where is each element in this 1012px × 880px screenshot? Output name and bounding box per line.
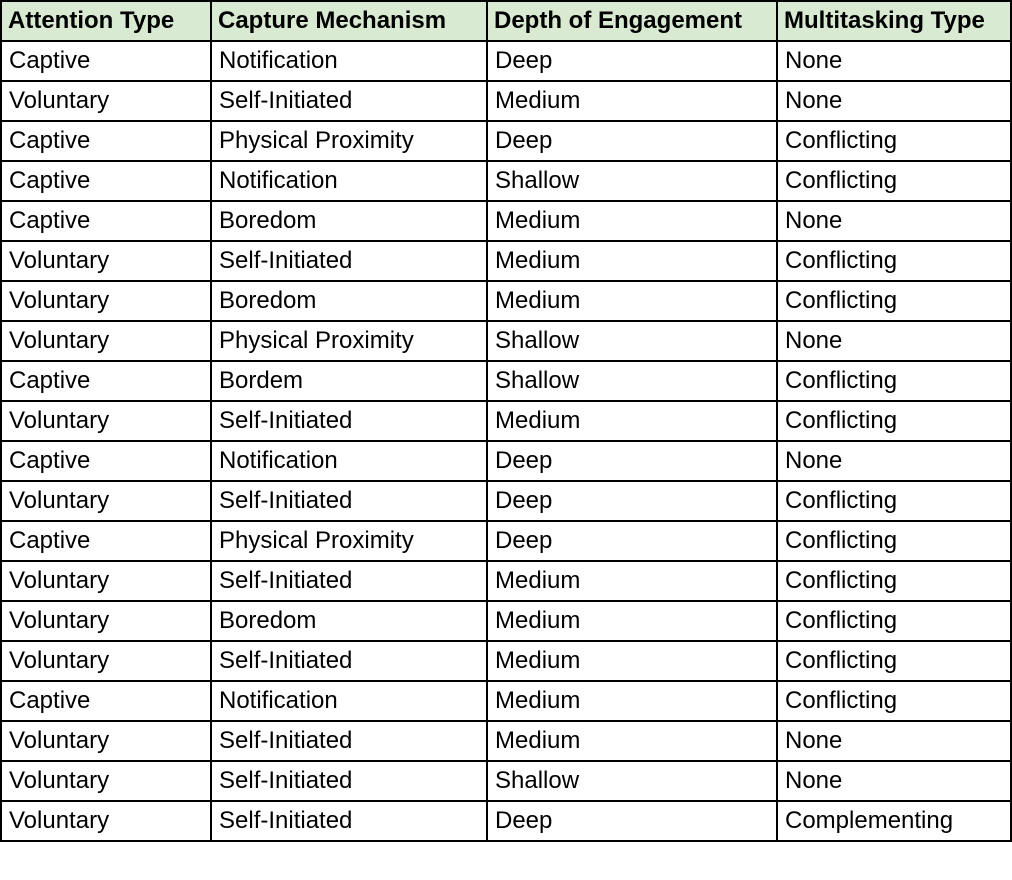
cell-depth-of-engagement: Medium (487, 681, 777, 721)
cell-capture-mechanism: Notification (211, 41, 487, 81)
table-row (1, 641, 1011, 681)
cell-depth-of-engagement: Medium (487, 601, 777, 641)
cell-capture-mechanism: Notification (211, 161, 487, 201)
cell-capture-mechanism: Bordem (211, 361, 487, 401)
table-row (1, 681, 1011, 721)
cell-attention-type: Captive (1, 161, 211, 201)
cell-multitasking-type: Conflicting (777, 361, 1011, 401)
cell-depth-of-engagement: Shallow (487, 321, 777, 361)
cell-depth-of-engagement: Deep (487, 521, 777, 561)
cell-multitasking-type: None (777, 81, 1011, 121)
cell-depth-of-engagement: Medium (487, 81, 777, 121)
table-row (1, 121, 1011, 161)
header-row (1, 1, 1011, 41)
cell-capture-mechanism: Physical Proximity (211, 121, 487, 161)
cell-multitasking-type: None (777, 721, 1011, 761)
cell-attention-type: Voluntary (1, 481, 211, 521)
table-row (1, 601, 1011, 641)
table-row (1, 161, 1011, 201)
cell-attention-type: Voluntary (1, 641, 211, 681)
cell-depth-of-engagement: Shallow (487, 761, 777, 801)
cell-depth-of-engagement: Shallow (487, 361, 777, 401)
cell-capture-mechanism: Physical Proximity (211, 321, 487, 361)
cell-attention-type: Captive (1, 361, 211, 401)
cell-depth-of-engagement: Medium (487, 721, 777, 761)
cell-attention-type: Voluntary (1, 281, 211, 321)
cell-capture-mechanism: Self-Initiated (211, 81, 487, 121)
cell-depth-of-engagement: Deep (487, 801, 777, 841)
cell-capture-mechanism: Self-Initiated (211, 721, 487, 761)
cell-attention-type: Voluntary (1, 561, 211, 601)
cell-depth-of-engagement: Deep (487, 121, 777, 161)
cell-attention-type: Voluntary (1, 81, 211, 121)
cell-capture-mechanism: Self-Initiated (211, 761, 487, 801)
cell-multitasking-type: Conflicting (777, 521, 1011, 561)
cell-attention-type: Captive (1, 41, 211, 81)
table-row (1, 721, 1011, 761)
cell-depth-of-engagement: Medium (487, 641, 777, 681)
cell-capture-mechanism: Boredom (211, 281, 487, 321)
table-row (1, 801, 1011, 841)
cell-depth-of-engagement: Deep (487, 481, 777, 521)
cell-capture-mechanism: Self-Initiated (211, 801, 487, 841)
cell-multitasking-type: None (777, 321, 1011, 361)
table-row (1, 41, 1011, 81)
cell-multitasking-type: Conflicting (777, 481, 1011, 521)
cell-depth-of-engagement: Medium (487, 201, 777, 241)
cell-multitasking-type: None (777, 41, 1011, 81)
cell-capture-mechanism: Self-Initiated (211, 401, 487, 441)
cell-depth-of-engagement: Shallow (487, 161, 777, 201)
cell-capture-mechanism: Notification (211, 441, 487, 481)
table-row (1, 321, 1011, 361)
cell-multitasking-type: Conflicting (777, 601, 1011, 641)
cell-attention-type: Voluntary (1, 321, 211, 361)
cell-depth-of-engagement: Medium (487, 241, 777, 281)
cell-depth-of-engagement: Medium (487, 281, 777, 321)
cell-multitasking-type: Conflicting (777, 241, 1011, 281)
cell-multitasking-type: None (777, 441, 1011, 481)
cell-multitasking-type: Conflicting (777, 161, 1011, 201)
table-row (1, 761, 1011, 801)
cell-attention-type: Captive (1, 121, 211, 161)
cell-attention-type: Captive (1, 441, 211, 481)
header-attention-type: Attention Type (1, 1, 211, 41)
cell-attention-type: Voluntary (1, 801, 211, 841)
table-header (1, 1, 1011, 41)
cell-multitasking-type: Conflicting (777, 641, 1011, 681)
header-multitasking-type: Multitasking Type (777, 1, 1011, 41)
cell-capture-mechanism: Boredom (211, 201, 487, 241)
header-depth-of-engagement: Depth of Engagement (487, 1, 777, 41)
header-capture-mechanism: Capture Mechanism (211, 1, 487, 41)
table-row (1, 81, 1011, 121)
table-row (1, 401, 1011, 441)
cell-multitasking-type: None (777, 761, 1011, 801)
cell-depth-of-engagement: Medium (487, 401, 777, 441)
cell-multitasking-type: Conflicting (777, 561, 1011, 601)
cell-attention-type: Voluntary (1, 241, 211, 281)
cell-multitasking-type: None (777, 201, 1011, 241)
cell-capture-mechanism: Boredom (211, 601, 487, 641)
cell-capture-mechanism: Self-Initiated (211, 481, 487, 521)
table-row (1, 441, 1011, 481)
cell-capture-mechanism: Self-Initiated (211, 561, 487, 601)
table-row (1, 361, 1011, 401)
cell-multitasking-type: Complementing (777, 801, 1011, 841)
cell-attention-type: Voluntary (1, 721, 211, 761)
table-row (1, 201, 1011, 241)
table-body (1, 41, 1011, 841)
cell-capture-mechanism: Self-Initiated (211, 641, 487, 681)
cell-attention-type: Voluntary (1, 601, 211, 641)
cell-attention-type: Captive (1, 681, 211, 721)
table-row (1, 521, 1011, 561)
cell-attention-type: Captive (1, 201, 211, 241)
table-row (1, 561, 1011, 601)
cell-attention-type: Voluntary (1, 401, 211, 441)
cell-depth-of-engagement: Deep (487, 41, 777, 81)
cell-multitasking-type: Conflicting (777, 121, 1011, 161)
cell-depth-of-engagement: Medium (487, 561, 777, 601)
cell-capture-mechanism: Self-Initiated (211, 241, 487, 281)
table-row (1, 481, 1011, 521)
cell-attention-type: Voluntary (1, 761, 211, 801)
table-row (1, 281, 1011, 321)
cell-multitasking-type: Conflicting (777, 401, 1011, 441)
cell-capture-mechanism: Notification (211, 681, 487, 721)
cell-multitasking-type: Conflicting (777, 681, 1011, 721)
table-row (1, 241, 1011, 281)
cell-depth-of-engagement: Deep (487, 441, 777, 481)
cell-multitasking-type: Conflicting (777, 281, 1011, 321)
cell-attention-type: Captive (1, 521, 211, 561)
cell-capture-mechanism: Physical Proximity (211, 521, 487, 561)
